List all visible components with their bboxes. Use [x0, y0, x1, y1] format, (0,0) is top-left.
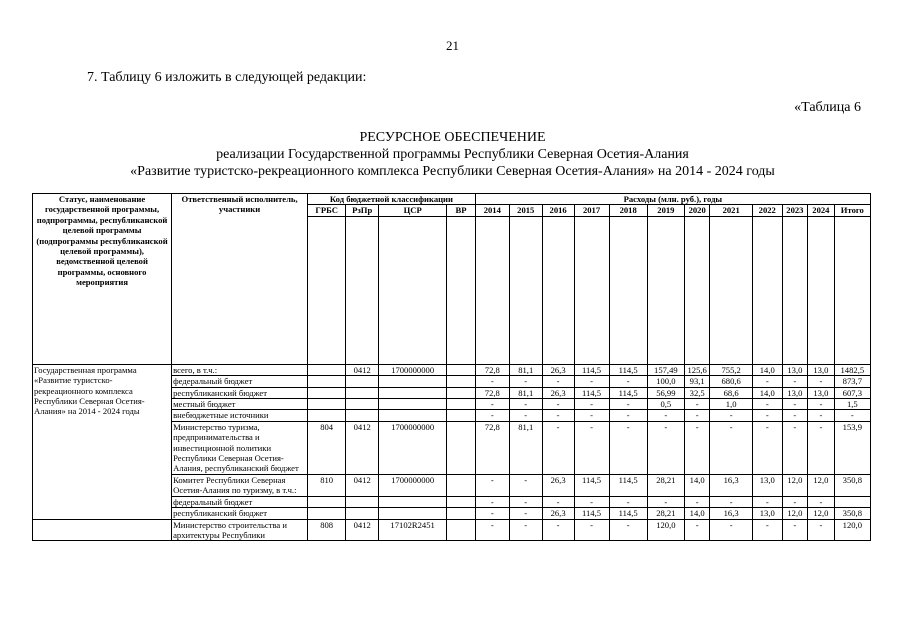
value-cell: 114,5 — [609, 364, 647, 375]
value-cell: - — [542, 519, 574, 541]
value-cell: - — [475, 474, 509, 496]
executor-cell: федеральный бюджет — [172, 376, 308, 387]
csr-cell — [379, 410, 447, 421]
value-cell: 153,9 — [834, 421, 870, 474]
title-block — [0, 129, 905, 180]
value-cell: - — [574, 399, 609, 410]
value-cell: - — [509, 399, 542, 410]
value-cell: - — [808, 399, 835, 410]
value-cell: 114,5 — [574, 364, 609, 375]
header-year: 2023 — [782, 205, 807, 216]
rzpr-cell — [346, 376, 379, 387]
value-cell: - — [542, 421, 574, 474]
value-cell: 0,5 — [647, 399, 684, 410]
header-code: ГРБС — [308, 205, 346, 216]
value-cell: - — [574, 421, 609, 474]
value-cell: - — [574, 376, 609, 387]
value-cell: - — [808, 519, 835, 541]
value-cell: 114,5 — [574, 387, 609, 398]
value-cell: 12,0 — [808, 474, 835, 496]
value-cell: 13,0 — [752, 508, 782, 519]
value-cell: - — [710, 519, 752, 541]
value-cell: - — [808, 421, 835, 474]
value-cell: 81,1 — [509, 364, 542, 375]
intro-text: 7. Таблицу 6 изложить в следующей редакции: — [87, 70, 367, 85]
value-cell: 1,5 — [834, 399, 870, 410]
value-cell: - — [684, 399, 709, 410]
executor-cell: Комитет Республики Северная Осетия-Алания по туризму, в т.ч.: — [172, 474, 308, 496]
value-cell: - — [609, 421, 647, 474]
value-cell: - — [509, 474, 542, 496]
value-cell: 72,8 — [475, 421, 509, 474]
csr-cell: 17102R2451 — [379, 519, 447, 541]
value-cell: 68,6 — [710, 387, 752, 398]
status-cell — [33, 519, 172, 541]
value-cell: 114,5 — [609, 508, 647, 519]
value-cell: - — [609, 410, 647, 421]
value-cell: 755,2 — [710, 364, 752, 375]
grbs-cell: 808 — [308, 519, 346, 541]
csr-cell — [379, 508, 447, 519]
vr-cell — [447, 474, 476, 496]
grbs-cell — [308, 496, 346, 507]
header-year: 2022 — [752, 205, 782, 216]
value-cell: - — [647, 496, 684, 507]
executor-cell: республиканский бюджет — [172, 508, 308, 519]
value-cell: 81,1 — [509, 387, 542, 398]
value-cell: - — [542, 399, 574, 410]
header-code: РзПр — [346, 205, 379, 216]
header-year: 2018 — [609, 205, 647, 216]
header-year: 2015 — [509, 205, 542, 216]
value-cell: - — [710, 496, 752, 507]
executor-cell: Министерство строительства и архитектуры Республики — [172, 519, 308, 541]
resource-table — [32, 193, 871, 541]
value-cell: 100,0 — [647, 376, 684, 387]
vr-cell — [447, 496, 476, 507]
value-cell: 13,0 — [808, 387, 835, 398]
value-cell: 1,0 — [710, 399, 752, 410]
grbs-cell — [308, 399, 346, 410]
value-cell: 56,99 — [647, 387, 684, 398]
header-code-group: Код бюджетной классификации — [308, 194, 476, 205]
csr-cell — [379, 376, 447, 387]
value-cell: 607,3 — [834, 387, 870, 398]
value-cell: - — [808, 410, 835, 421]
value-cell: - — [808, 496, 835, 507]
executor-cell: внебюджетные источники — [172, 410, 308, 421]
header-year: 2020 — [684, 205, 709, 216]
vr-cell — [447, 421, 476, 474]
value-cell: 13,0 — [782, 387, 807, 398]
rzpr-cell — [346, 399, 379, 410]
value-cell: - — [752, 421, 782, 474]
value-cell: 26,3 — [542, 474, 574, 496]
value-cell: 12,0 — [782, 508, 807, 519]
value-cell: 93,1 — [684, 376, 709, 387]
value-cell: 28,21 — [647, 508, 684, 519]
title-line: реализации Государственной программы Республики Северная Осетия-Алания — [216, 147, 689, 162]
value-cell: 16,3 — [710, 474, 752, 496]
value-cell: - — [542, 496, 574, 507]
value-cell: - — [475, 496, 509, 507]
header-year: 2016 — [542, 205, 574, 216]
executor-cell: федеральный бюджет — [172, 496, 308, 507]
grbs-cell — [308, 376, 346, 387]
value-cell: - — [752, 376, 782, 387]
value-cell: - — [509, 410, 542, 421]
value-cell: - — [574, 519, 609, 541]
header-status: Статус, наименование государственной программы, подпрограммы, республиканской целевой программы (подпрограммы республиканской целевой программы), ведомственной целевой программы, основного мероприятия — [33, 194, 172, 365]
value-cell: 26,3 — [542, 508, 574, 519]
value-cell — [834, 496, 870, 507]
value-cell: 81,1 — [509, 421, 542, 474]
value-cell: - — [475, 376, 509, 387]
value-cell: 114,5 — [574, 508, 609, 519]
grbs-cell: 810 — [308, 474, 346, 496]
csr-cell: 1700000000 — [379, 421, 447, 474]
value-cell: 32,5 — [684, 387, 709, 398]
value-cell: 114,5 — [574, 474, 609, 496]
value-cell: 120,0 — [647, 519, 684, 541]
value-cell: 350,8 — [834, 474, 870, 496]
value-cell: - — [475, 508, 509, 519]
value-cell: 72,8 — [475, 387, 509, 398]
value-cell: 125,6 — [684, 364, 709, 375]
value-cell: - — [609, 376, 647, 387]
value-cell: - — [684, 519, 709, 541]
vr-cell — [447, 410, 476, 421]
value-cell: - — [808, 376, 835, 387]
grbs-cell: 804 — [308, 421, 346, 474]
value-cell: 26,3 — [542, 387, 574, 398]
value-cell: 114,5 — [609, 474, 647, 496]
value-cell: - — [647, 421, 684, 474]
table-label: «Таблица 6 — [794, 100, 861, 115]
table-row — [33, 364, 871, 375]
value-cell: - — [574, 410, 609, 421]
program-status-cell: Государственная программа «Развитие туристско-рекреационного комплекса Республики Северная Осетия-Алания» на 2014 - 2024 годы — [33, 364, 172, 519]
value-cell: 72,8 — [475, 364, 509, 375]
value-cell: 12,0 — [808, 508, 835, 519]
csr-cell: 1700000000 — [379, 364, 447, 375]
rzpr-cell — [346, 496, 379, 507]
value-cell: 14,0 — [684, 508, 709, 519]
csr-cell — [379, 387, 447, 398]
value-cell: - — [574, 496, 609, 507]
title-line: РЕСУРСНОЕ ОБЕСПЕЧЕНИЕ — [359, 130, 546, 145]
header-year: 2024 — [808, 205, 835, 216]
value-cell: - — [782, 410, 807, 421]
value-cell: - — [609, 399, 647, 410]
value-cell: - — [609, 496, 647, 507]
value-cell: - — [475, 519, 509, 541]
value-cell: 157,49 — [647, 364, 684, 375]
value-cell: - — [542, 376, 574, 387]
value-cell: 12,0 — [782, 474, 807, 496]
vr-cell — [447, 508, 476, 519]
rzpr-cell — [346, 410, 379, 421]
value-cell: - — [475, 410, 509, 421]
value-cell: 14,0 — [752, 387, 782, 398]
value-cell: 16,3 — [710, 508, 752, 519]
value-cell: 14,0 — [752, 364, 782, 375]
rzpr-cell: 0412 — [346, 421, 379, 474]
value-cell: - — [752, 496, 782, 507]
value-cell: - — [684, 496, 709, 507]
grbs-cell — [308, 508, 346, 519]
value-cell: - — [782, 519, 807, 541]
executor-cell: всего, в т.ч.: — [172, 364, 308, 375]
value-cell: - — [509, 508, 542, 519]
csr-cell — [379, 496, 447, 507]
header-year: 2014 — [475, 205, 509, 216]
value-cell: - — [509, 496, 542, 507]
value-cell: - — [684, 410, 709, 421]
vr-cell — [447, 376, 476, 387]
value-cell: - — [782, 421, 807, 474]
header-year: 2021 — [710, 205, 752, 216]
rzpr-cell — [346, 508, 379, 519]
rzpr-cell: 0412 — [346, 474, 379, 496]
header-code: ЦСР — [379, 205, 447, 216]
header-executor: Ответственный исполнитель, участники — [172, 194, 308, 365]
header-code: ВР — [447, 205, 476, 216]
value-cell: - — [710, 421, 752, 474]
value-cell: 28,21 — [647, 474, 684, 496]
value-cell: - — [834, 410, 870, 421]
value-cell: - — [752, 399, 782, 410]
value-cell: 120,0 — [834, 519, 870, 541]
vr-cell — [447, 387, 476, 398]
value-cell: 14,0 — [684, 474, 709, 496]
value-cell: 873,7 — [834, 376, 870, 387]
table-row — [33, 519, 871, 541]
value-cell: 350,8 — [834, 508, 870, 519]
executor-cell: Министерство туризма, предпринимательства и инвестиционной политики Республики Северная Осетия-Алания, республиканский бюджет — [172, 421, 308, 474]
vr-cell — [447, 364, 476, 375]
value-cell: - — [542, 410, 574, 421]
header-expense-group: Расходы (млн. руб.), годы — [475, 194, 870, 205]
value-cell: - — [782, 496, 807, 507]
value-cell: - — [509, 376, 542, 387]
value-cell: 114,5 — [609, 387, 647, 398]
value-cell: 13,0 — [808, 364, 835, 375]
page-number: 21 — [446, 38, 459, 53]
value-cell: 26,3 — [542, 364, 574, 375]
table-body — [33, 364, 871, 541]
executor-cell: местный бюджет — [172, 399, 308, 410]
value-cell: - — [710, 410, 752, 421]
grbs-cell — [308, 387, 346, 398]
value-cell: - — [752, 410, 782, 421]
value-cell: - — [609, 519, 647, 541]
csr-cell: 1700000000 — [379, 474, 447, 496]
grbs-cell — [308, 364, 346, 375]
vr-cell — [447, 519, 476, 541]
rzpr-cell: 0412 — [346, 519, 379, 541]
value-cell: 1482,5 — [834, 364, 870, 375]
header-year: 2019 — [647, 205, 684, 216]
header-year: Итого — [834, 205, 870, 216]
header-year: 2017 — [574, 205, 609, 216]
value-cell: - — [752, 519, 782, 541]
executor-cell: республиканский бюджет — [172, 387, 308, 398]
csr-cell — [379, 399, 447, 410]
rzpr-cell — [346, 387, 379, 398]
value-cell: 13,0 — [782, 364, 807, 375]
value-cell: 680,6 — [710, 376, 752, 387]
value-cell: - — [782, 399, 807, 410]
grbs-cell — [308, 410, 346, 421]
value-cell: 13,0 — [752, 474, 782, 496]
value-cell: - — [684, 421, 709, 474]
vr-cell — [447, 399, 476, 410]
title-line: «Развитие туристско-рекреационного комплекса Республики Северная Осетия-Алания» на 2014 - 2024 годы — [130, 164, 775, 179]
value-cell: - — [782, 376, 807, 387]
value-cell: - — [647, 410, 684, 421]
rzpr-cell: 0412 — [346, 364, 379, 375]
value-cell: - — [509, 519, 542, 541]
value-cell: - — [475, 399, 509, 410]
